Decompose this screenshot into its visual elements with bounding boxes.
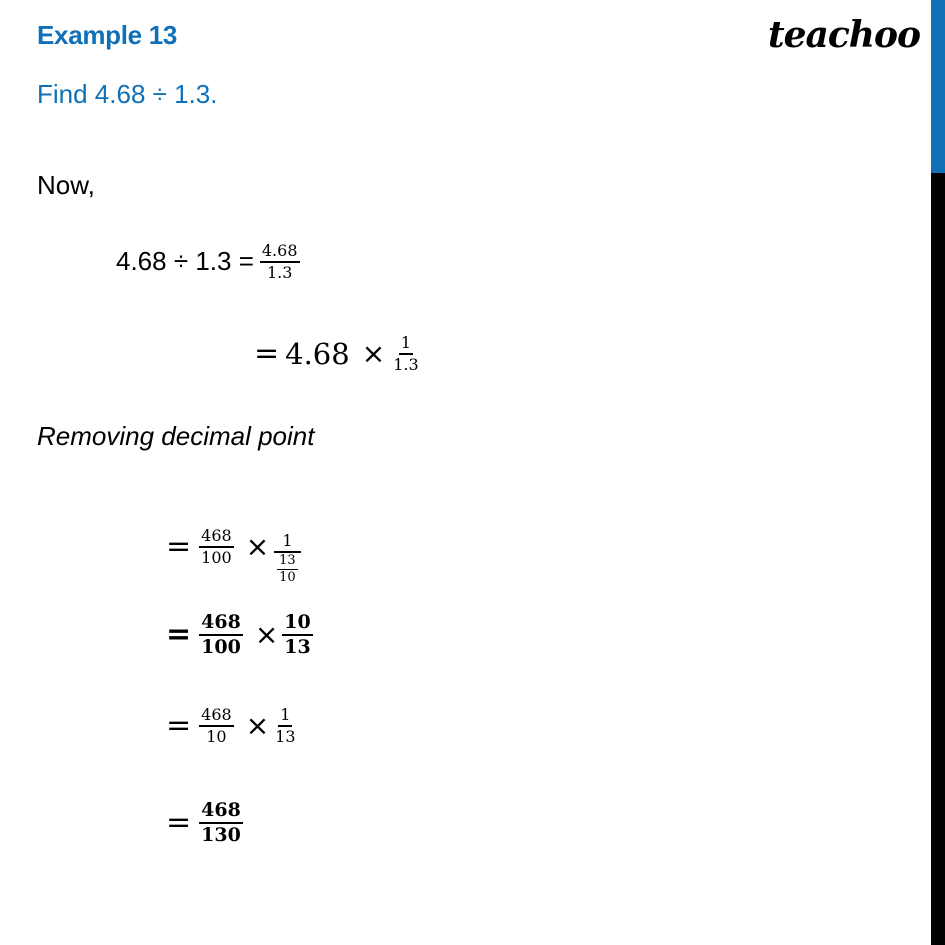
numerator: 1 (278, 706, 292, 727)
numerator: 468 (199, 800, 243, 824)
step-5 (166, 706, 300, 745)
fraction (199, 612, 243, 658)
numerator: 468 (199, 706, 234, 727)
numerator: 468 (199, 527, 234, 548)
step-6 (166, 800, 245, 846)
step-1 (116, 242, 302, 281)
denominator: 10 (206, 726, 227, 746)
denominator: 130 (201, 823, 241, 846)
sidebar-dark-bar (931, 173, 945, 945)
equals-sign: = (166, 529, 192, 565)
times-sign: × (245, 530, 270, 564)
step-2 (254, 334, 423, 373)
denominator: 10 (279, 569, 296, 585)
fraction (273, 706, 297, 745)
step-1-lhs: 4.68 ÷ 1.3 = (116, 246, 254, 277)
times-sign: × (245, 709, 270, 743)
nested-fraction (277, 554, 298, 586)
example-title: Example 13 (37, 20, 178, 50)
equals-sign: = (166, 708, 192, 744)
fraction (260, 242, 300, 281)
numerator: 13 (277, 554, 298, 570)
denominator: 1.3 (393, 354, 419, 374)
numerator: 1 (399, 334, 413, 355)
denominator: 1.3 (266, 262, 293, 282)
fraction (199, 527, 234, 566)
equals-sign: = (166, 617, 192, 653)
fraction (282, 612, 312, 658)
numerator: 10 (282, 612, 312, 636)
step-3 (166, 508, 304, 585)
equals-sign: = (254, 336, 280, 372)
times-sign: × (254, 618, 279, 652)
numerator: 1 (274, 532, 300, 553)
times-sign: × (361, 337, 386, 371)
denominator: 13 (275, 726, 296, 746)
fraction (199, 706, 234, 745)
teachoo-logo: teachoo (768, 14, 920, 56)
intro-text: Now, (37, 170, 95, 200)
question-text: Find 4.68 ÷ 1.3. (37, 79, 218, 109)
removing-decimal-note: Removing decimal point (37, 421, 315, 451)
step-4 (166, 612, 315, 658)
fraction (199, 800, 243, 846)
numerator: 4.68 (260, 242, 300, 263)
denominator (273, 553, 302, 586)
numerator: 468 (199, 612, 243, 636)
fraction (391, 334, 420, 373)
complex-fraction (273, 532, 302, 585)
denominator: 100 (201, 635, 241, 658)
denominator: 13 (284, 635, 311, 658)
denominator: 100 (201, 547, 232, 567)
equals-sign: = (166, 805, 192, 841)
value: 4.68 (285, 336, 350, 371)
sidebar-accent-bar (931, 0, 945, 173)
